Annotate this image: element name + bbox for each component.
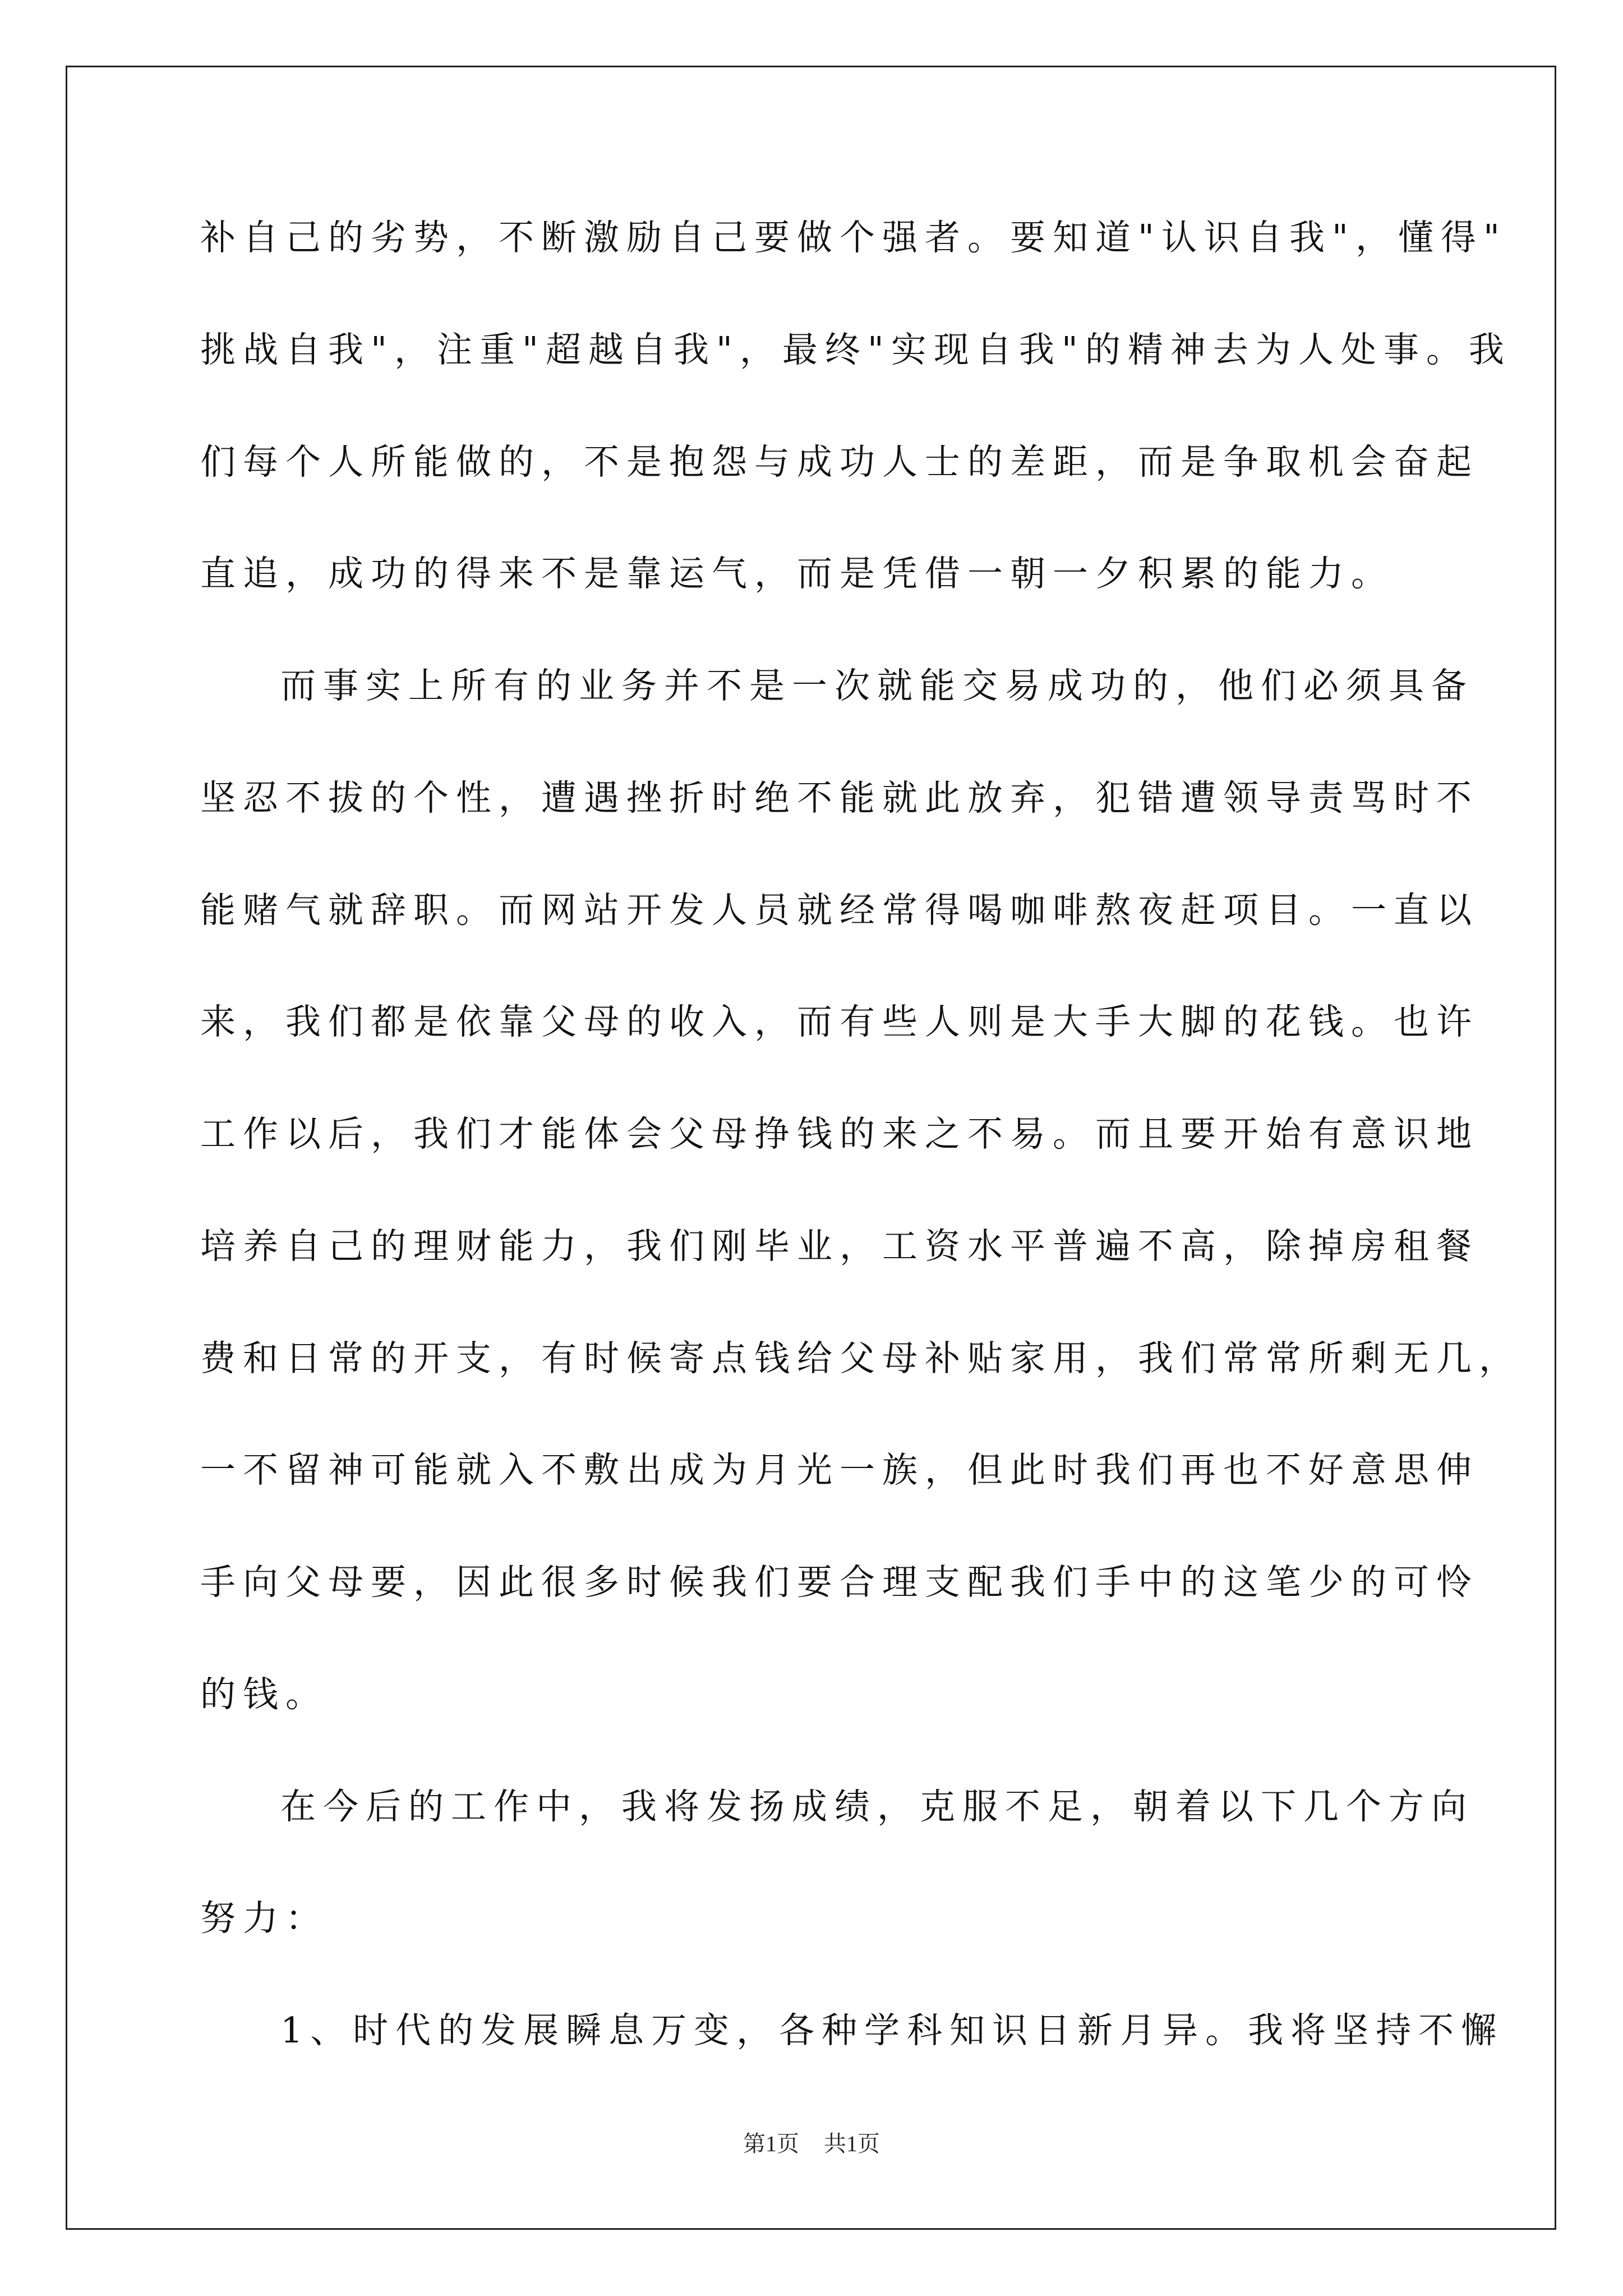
- body-line: 们每个人所能做的，不是抱怨与成功人士的差距，而是争取机会奋起: [200, 441, 1479, 482]
- paragraph-first-line: 1、时代的发展瞬息万变，各种学科知识日新月异。我将坚持不懈: [280, 2010, 1504, 2051]
- page-number: 第1页: [743, 2131, 799, 2156]
- body-line: 挑战自我"，注重"超越自我"，最终"实现自我"的精神去为人处事。我: [200, 329, 1511, 370]
- page-footer: [0, 2130, 1623, 2158]
- body-line: 的钱。: [200, 1674, 328, 1715]
- paragraph-first-line: 在今后的工作中，我将发扬成绩，克服不足，朝着以下几个方向: [280, 1786, 1474, 1827]
- paragraph-first-line: 而事实上所有的业务并不是一次就能交易成功的，他们必须具备: [280, 665, 1474, 706]
- body-line: 坚忍不拔的个性，遭遇挫折时绝不能就此放弃，犯错遭领导责骂时不: [200, 777, 1479, 818]
- body-line: 费和日常的开支，有时候寄点钱给父母补贴家用，我们常常所剩无几，: [200, 1338, 1521, 1379]
- body-line: 培养自己的理财能力，我们刚毕业，工资水平普遍不高，除掉房租餐: [200, 1226, 1479, 1267]
- body-line: 一不留神可能就入不敷出成为月光一族，但此时我们再也不好意思伸: [200, 1450, 1479, 1490]
- body-line: 工作以后，我们才能体会父母挣钱的来之不易。而且要开始有意识地: [200, 1114, 1479, 1154]
- body-line: 补自己的劣势，不断激励自己要做个强者。要知道"认识自我"，懂得": [200, 217, 1507, 258]
- body-line: 直追，成功的得来不是靠运气，而是凭借一朝一夕积累的能力。: [200, 553, 1394, 594]
- page-total: 共1页: [824, 2131, 880, 2156]
- body-line: 来，我们都是依靠父母的收入，而有些人则是大手大脚的花钱。也许: [200, 1001, 1479, 1042]
- body-line: 能赌气就辞职。而网站开发人员就经常得喝咖啡熬夜赶项目。一直以: [200, 890, 1479, 931]
- body-line: 手向父母要，因此很多时候我们要合理支配我们手中的这笔少的可怜: [200, 1562, 1479, 1603]
- body-line: 努力：: [200, 1898, 328, 1939]
